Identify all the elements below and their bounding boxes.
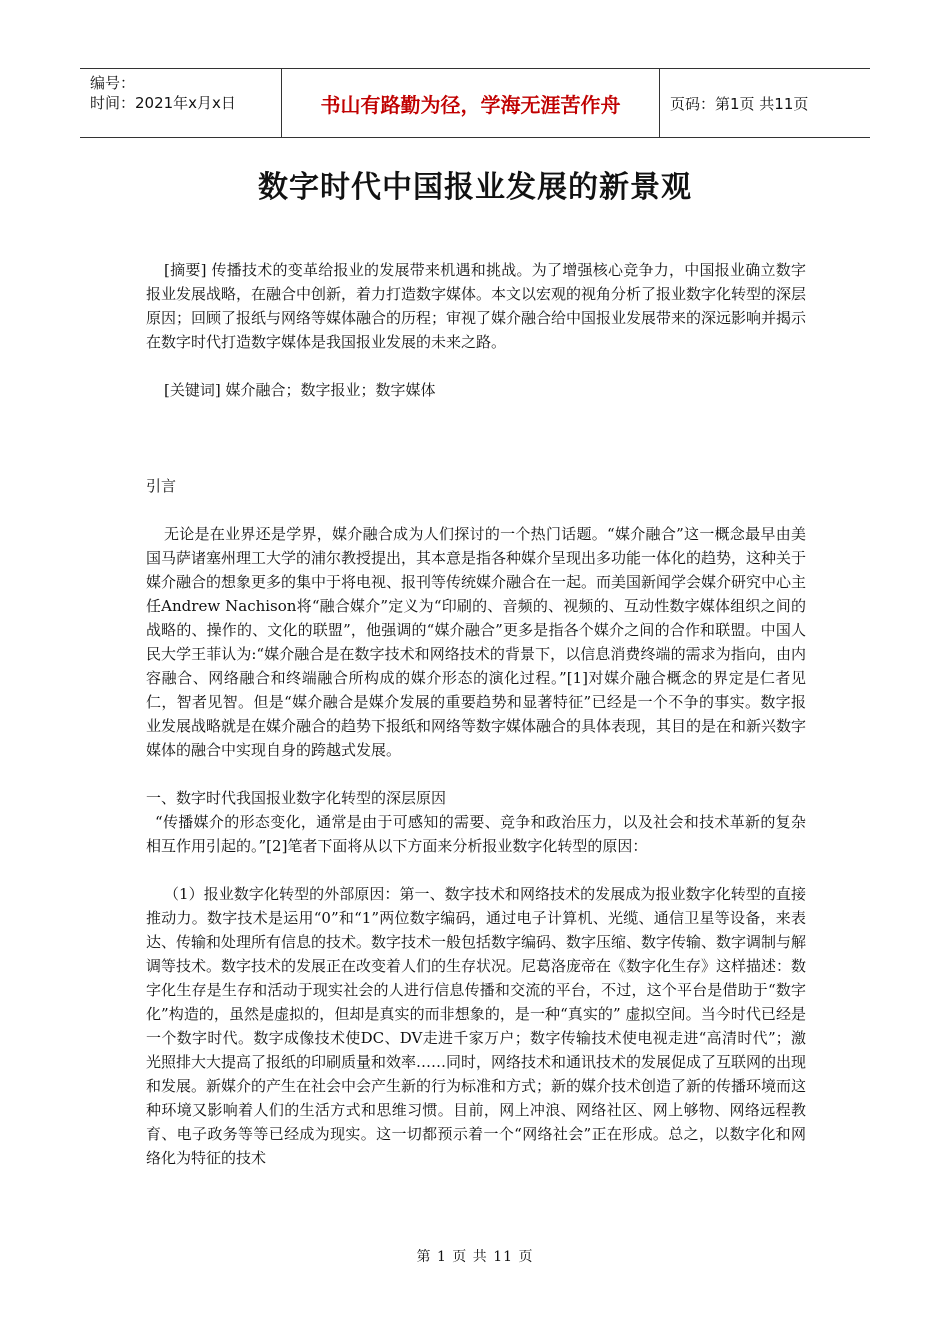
section1-quote: “传播媒介的形态变化，通常是由于可感知的需要、竞争和政治压力，以及社会和技术革新的复杂相互作用引起的。”[2]笔者下面将从以下方面来分析报业数字化转型的原因： (146, 813, 806, 855)
header-motto: 书山有路勤为径，学海无涯苦作舟 (282, 69, 660, 137)
document-body (146, 258, 806, 1170)
section1-heading: 一、数字时代我国报业数字化转型的深层原因 (146, 789, 447, 807)
document-header (80, 68, 870, 138)
header-meta (80, 69, 282, 137)
header-page-info: 页码：第1页 共11页 (670, 94, 809, 113)
intro-heading: 引言 (146, 477, 177, 495)
intro-paragraph: 无论是在业界还是学界，媒介融合成为人们探讨的一个热门话题。“媒介融合”这一概念最早由美国马萨诸塞州理工大学的浦尔教授提出，其本意是指各种媒介呈现出多功能一体化的趋势，这种关于媒介融合的想象更多的集中于将电视、报刊等传统媒介融合在一起。而美国新闻学会媒介研究中心主任Andrew Nachison将“融合媒介”定义为“印刷的、音频的、视频的、互动性数字媒体组织之间的战略的、操作的、文化的联盟”，他强调的“媒介融合”更多是指各个媒介之间的合作和联盟。中国人民大学王菲认为:“媒介融合是在数字技术和网络技术的背景下，以信息消费终端的需求为指向，由内容融合、网络融合和终端融合所构成的媒介形态的演化过程。”[1]对媒介融合概念的界定是仁者见仁，智者见智。但是“媒介融合是媒介发展的重要趋势和显著特征”已经是一个不争的事实。数字报业发展战略就是在媒介融合的趋势下报纸和网络等数字媒体融合的具体表现，其目的是在和新兴数字媒体的融合中实现自身的跨越式发展。 (146, 525, 807, 759)
section1-paragraph: （1）报业数字化转型的外部原因：第一、数字技术和网络技术的发展成为报业数字化转型的直接推动力。数字技术是运用“0”和“1”两位数字编码，通过电子计算机、光缆、通信卫星等设备，来表达、传输和处理所有信息的技术。数字技术一般包括数字编码、数字压缩、数字传输、数字调制与解调等技术。数字技术的发展正在改变着人们的生存状况。尼葛洛庞帝在《数字化生存》这样描述：数字化生存是生存和活动于现实社会的人进行信息传播和交流的平台，不过，这个平台是借助于“数字化”构造的，虽然是虚拟的，但却是真实的而非想象的，是一种“真实的” 虚拟空间。当今时代已经是一个数字时代。数字成像技术使DC、DV走进千家万户；数字传输技术使电视走进“高清时代”；激光照排大大提高了报纸的印刷质量和效率……同时，网络技术和通讯技术的发展促成了互联网的出现和发展。新媒介的产生在社会中会产生新的行为标准和方式；新的媒介技术创造了新的传播环境而这种环境又影响着人们的生活方式和思维习惯。目前，网上冲浪、网络社区、网上够物、网络远程教育、电子政务等等已经成为现实。这一切都预示着一个“网络社会”正在形成。总之，以数字化和网络化为特征的技术 (146, 885, 807, 1167)
time-label: 时间：2021年x月x日 (90, 94, 236, 112)
number-label: 编号： (90, 74, 136, 92)
page-title: 数字时代中国报业发展的新景观 (258, 170, 692, 205)
keywords-paragraph: [关键词] 媒介融合；数字报业；数字媒体 (164, 381, 436, 399)
abstract-paragraph: [摘要] 传播技术的变革给报业的发展带来机遇和挑战。为了增强核心竞争力，中国报业确立数字报业发展战略，在融合中创新，着力打造数字媒体。本文以宏观的视角分析了报业数字化转型的深层原因；回顾了报纸与网络等媒体融合的历程；审视了媒介融合给中国报业发展带来的深远影响并揭示在数字时代打造数字媒体是我国报业发展的未来之路。 (146, 261, 807, 351)
page-footer: 第 1 页 共 11 页 (416, 1249, 534, 1265)
